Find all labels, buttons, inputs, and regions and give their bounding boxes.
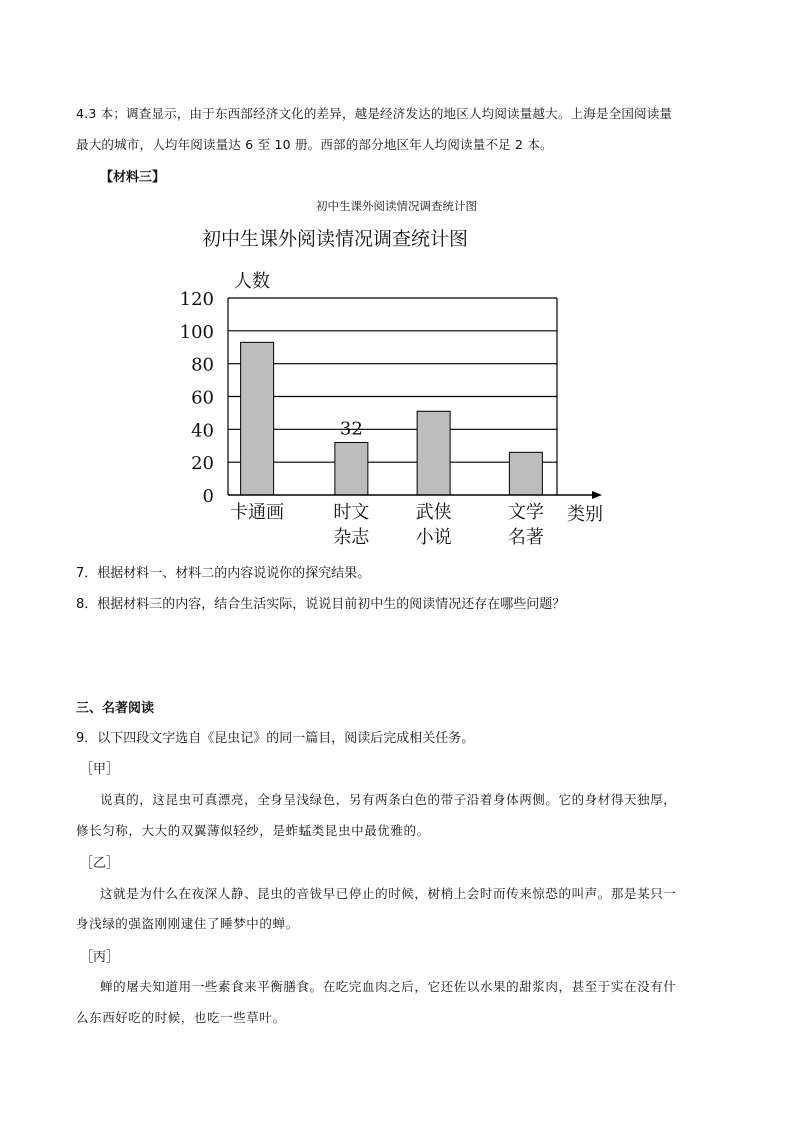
passage-yi-line2: 身浅绿的强盗刚刚逮住了睡梦中的蝉。 xyxy=(76,916,299,931)
x-tick-label: 小说 xyxy=(415,527,452,548)
y-tick-label: 80 xyxy=(191,354,214,376)
bar xyxy=(509,452,542,495)
y-tick-label: 60 xyxy=(191,387,214,409)
chart-title: 初中生课外阅读情况调查统计图 xyxy=(201,228,469,250)
bar xyxy=(417,411,450,495)
x-tick-label: 卡通画 xyxy=(230,502,285,523)
passage-yi-line1: 这就是为什么在夜深人静、昆虫的音钹早已停止的时候，树梢上会时而传来惊恐的叫声。那是某只一 xyxy=(100,886,677,901)
passage-jia-line2: 修长匀称，大大的双翼薄似轻纱，是蚱蜢类昆虫中最优雅的。 xyxy=(76,823,430,838)
question-8: 8．根据材料三的内容，结合生活实际，说说目前初中生的阅读情况还存在哪些问题？ xyxy=(76,597,566,612)
data-label: 32 xyxy=(339,418,363,440)
passage-bing-line2: 么东西好吃的时候，也吃一些草叶。 xyxy=(76,1010,286,1025)
y-tick-label: 20 xyxy=(191,453,214,475)
material2-line1: 4.3 本；调查显示，由于东西部经济文化的差异，越是经济发达的地区人均阅读量越大。上海是全国阅读量 xyxy=(76,106,673,121)
x-axis-label: 类别 xyxy=(567,504,603,525)
y-tick-label: 120 xyxy=(179,289,214,310)
bar-chart xyxy=(160,190,630,560)
x-tick-label: 文学 xyxy=(507,502,544,523)
passage-yi-label: ［乙］ xyxy=(80,856,120,871)
question-9: 9．以下四段文字选自《昆虫记》的同一篇目，阅读后完成相关任务。 xyxy=(76,731,475,746)
x-axis-arrow-icon xyxy=(592,491,602,499)
x-tick-label: 武侠 xyxy=(415,502,452,523)
passage-jia-label: ［甲］ xyxy=(80,762,120,777)
section-3-heading: 三、名著阅读 xyxy=(76,701,155,716)
passage-jia-line1: 说真的，这昆虫可真漂亮，全身呈浅绿色，另有两条白色的带子沿着身体两侧。它的身材得天独厚， xyxy=(100,792,677,807)
bar xyxy=(241,342,274,495)
passage-bing-label: ［丙］ xyxy=(80,950,120,965)
bar xyxy=(335,442,368,495)
y-tick-label: 100 xyxy=(179,321,214,343)
y-tick-label: 0 xyxy=(202,486,214,507)
chart-caption: 初中生课外阅读情况调查统计图 xyxy=(316,199,477,213)
y-tick-label: 40 xyxy=(191,420,214,442)
y-axis-label: 人数 xyxy=(234,271,270,292)
x-tick-label: 时文 xyxy=(333,502,370,523)
material3-label: 【材料三】 xyxy=(100,170,166,185)
x-tick-label: 杂志 xyxy=(333,527,370,548)
x-tick-label: 名著 xyxy=(507,527,544,548)
question-7: 7．根据材料一、材料二的内容说说你的探究结果。 xyxy=(76,566,371,581)
material2-line2: 最大的城市，人均年阅读量达 6 至 10 册。西部的部分地区年人均阅读量不足 2 本。 xyxy=(76,137,553,152)
passage-bing-line1: 蝉的屠夫知道用一些素食来平衡膳食。在吃完血肉之后，它还佐以水果的甜浆肉，甚至于实在没有什 xyxy=(100,979,677,994)
